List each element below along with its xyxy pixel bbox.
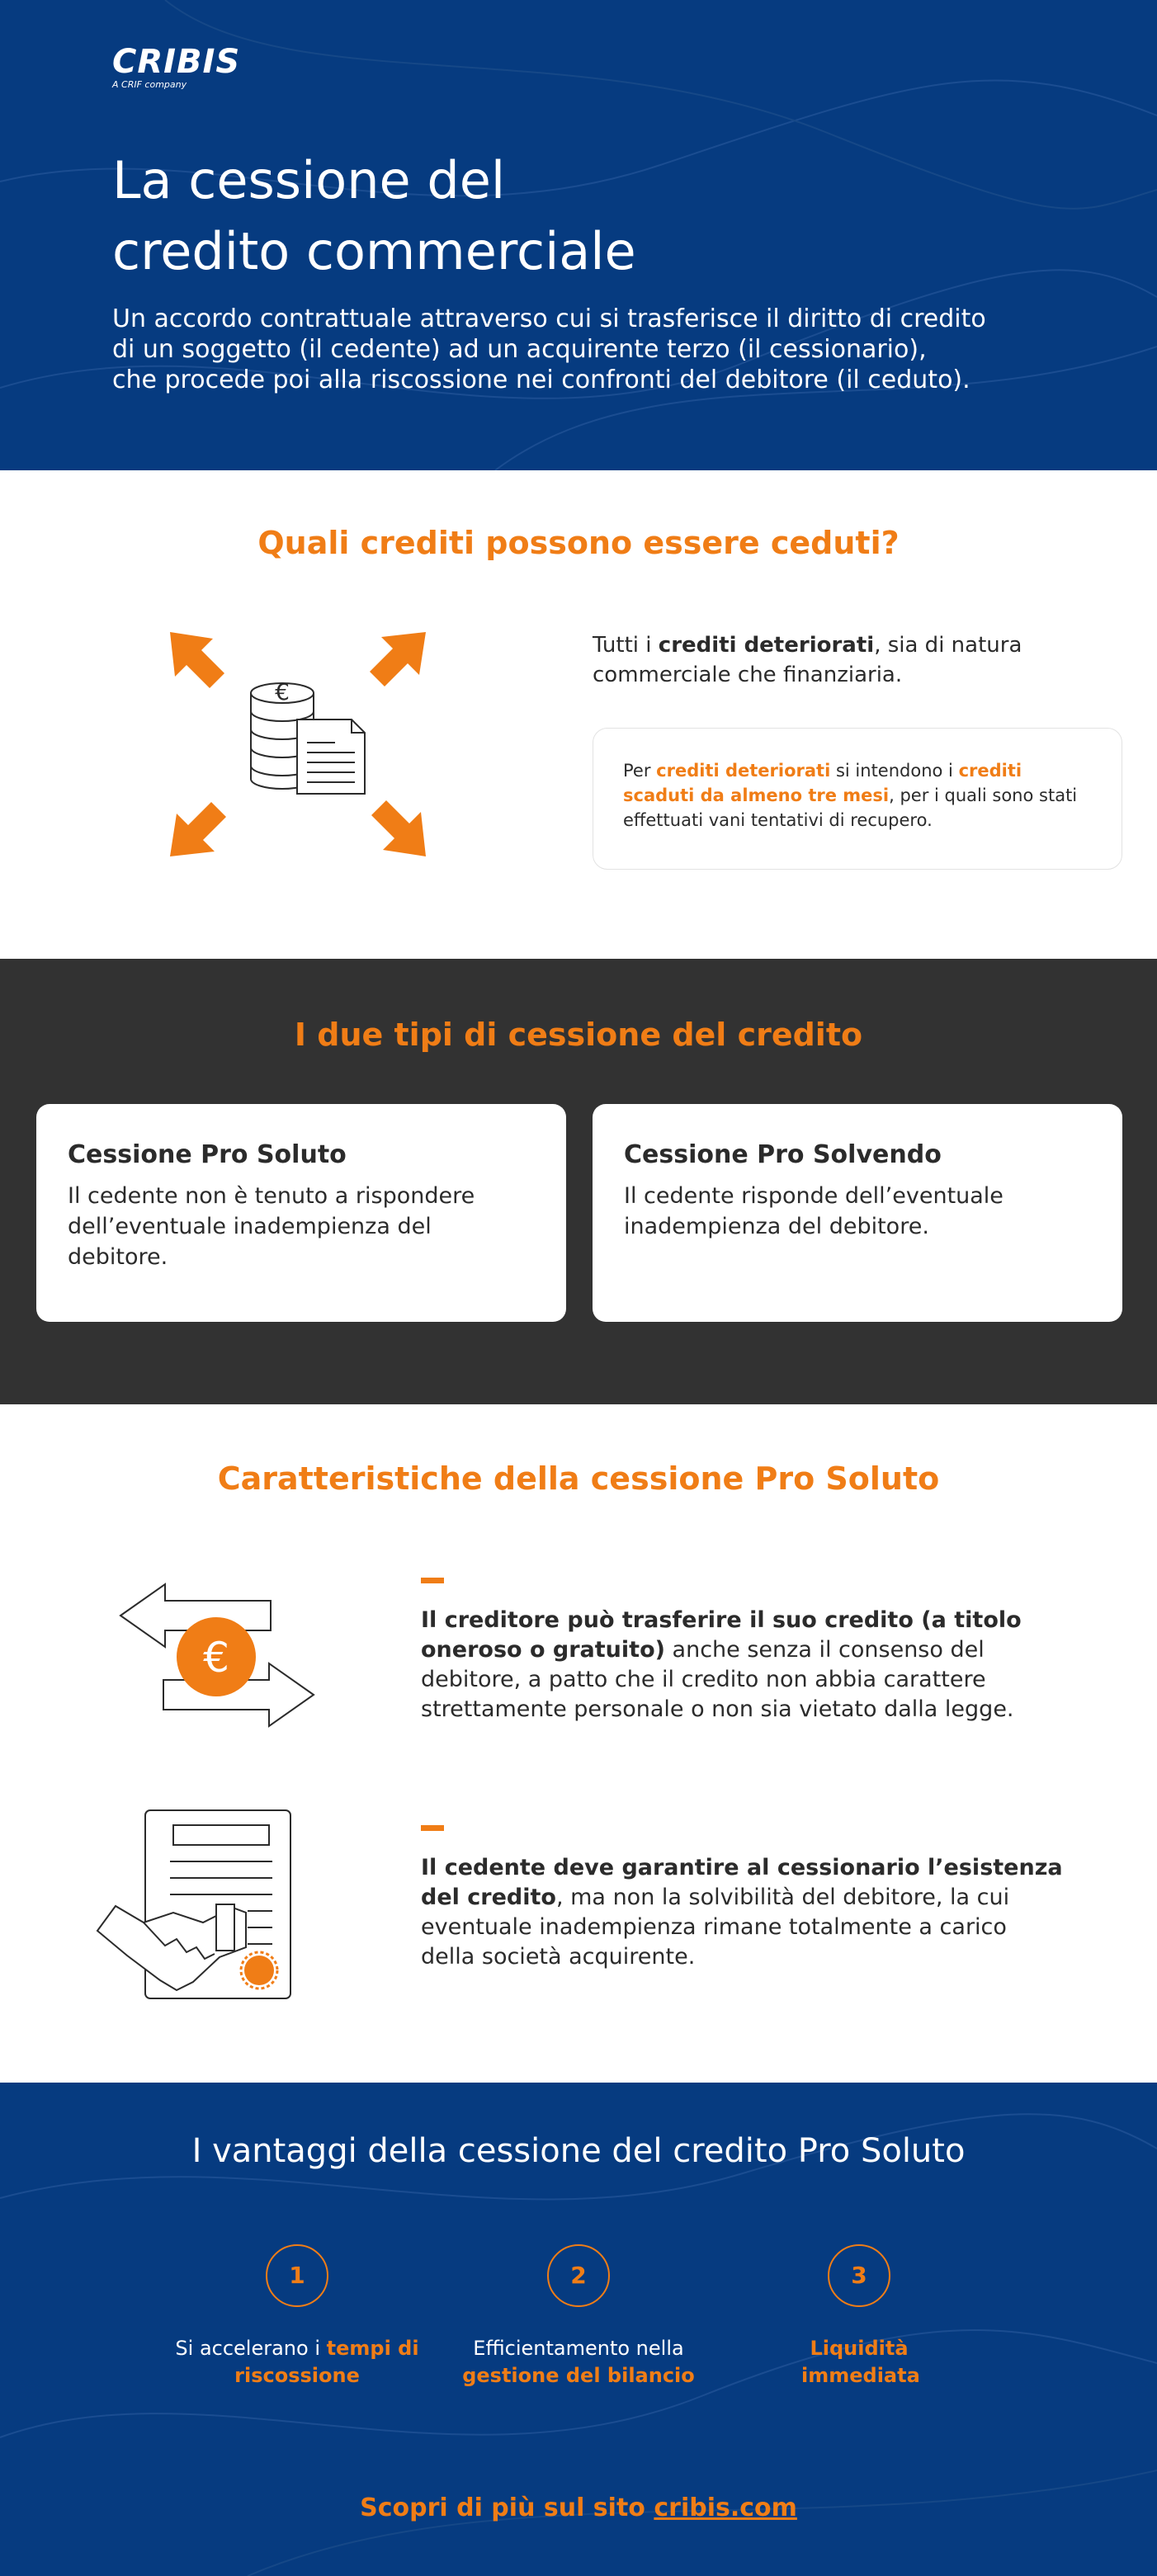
step-number: 3: [828, 2244, 890, 2307]
lead-suffix: , sia di natura commerciale che finanziaria.: [593, 633, 1022, 687]
note-highlight-2: crediti scaduti da almeno tre mesi: [623, 761, 1022, 805]
tipi-title: I due tipi di cessione del credito: [294, 1017, 863, 1053]
feature-2-body: , ma non la solvibilità del debitore, la cui eventuale inadempienza rimane totalmente a carico della società acquirente.: [421, 1885, 1010, 1970]
cta-prefix: Scopri di più sul sito: [360, 2493, 654, 2522]
intro-line-3: che procede poi alla riscossione nei confronti del debitore (il ceduto).: [112, 366, 970, 394]
step-label: [735, 2335, 983, 2390]
card-title: Cessione Pro Solvendo: [624, 1140, 942, 1169]
cribis-logo[interactable]: [112, 43, 240, 90]
title-line-1: La cessione del: [112, 150, 506, 210]
feature-2-text: [421, 1853, 1065, 1972]
step-number: 1: [266, 2244, 328, 2307]
intro-line-2: di un soggetto (il cedente) ad un acquirente terzo (il cessionario),: [112, 335, 927, 364]
card-text: Il cedente non è tenuto a rispondere dell’eventuale inadempienza del debitore.: [68, 1183, 475, 1270]
note-suffix: , per i quali sono stati effettuati vani tentativi di recupero.: [623, 786, 1078, 830]
feature-1-bold: Il creditore può trasferire il suo credito (a titolo oneroso o gratuito): [421, 1607, 1022, 1663]
card-text: Il cedente risponde dell’eventuale inadempienza del debitore.: [624, 1183, 1004, 1239]
cta-text: [0, 2493, 1157, 2522]
note-prefix: Per: [623, 761, 657, 781]
step-label-highlight: gestione del bilancio: [462, 2364, 695, 2387]
hero-section: [0, 0, 1157, 470]
logo-tagline: A CRIF company: [112, 79, 187, 90]
caratteristiche-title: Caratteristiche della cessione Pro Soluto: [217, 1460, 940, 1497]
vantaggio-1: [173, 2244, 421, 2390]
vantaggio-3: [735, 2244, 983, 2390]
step-label-highlight: Liquidità immediata: [801, 2337, 920, 2387]
feature-1-body: anche senza il consenso del debitore, a patto che il credito non abbia carattere strettamente personale o non sia vietato dalla legge.: [421, 1637, 1014, 1722]
note-middle: si intendono i: [830, 761, 959, 781]
euro-transfer-icon: [119, 1583, 317, 1731]
feature-1-text: [421, 1606, 1065, 1724]
vantaggio-2: [455, 2244, 702, 2390]
feature-2-dash: [421, 1825, 444, 1831]
handshake-contract-icon: [94, 1807, 300, 2005]
step-label: [455, 2335, 702, 2390]
card-title: Cessione Pro Soluto: [68, 1140, 347, 1169]
svg-text:€: €: [275, 678, 290, 705]
step-label-highlight: tempi di riscossione: [234, 2337, 419, 2387]
card-pro-soluto: [36, 1104, 566, 1322]
step-label-plain: Efficientamento nella: [473, 2337, 684, 2360]
caratteristiche-section: [0, 1404, 1157, 2083]
card-pro-solvendo: [593, 1104, 1122, 1322]
quali-lead-text: [593, 630, 1055, 690]
vantaggi-title: I vantaggi della cessione del credito Pro Soluto: [191, 2132, 966, 2170]
coins-document-icon: [162, 632, 434, 865]
page-title: [112, 145, 855, 287]
vantaggi-section: [0, 2083, 1157, 2576]
feature-2-bold: Il cedente deve garantire al cessionario l’esistenza del credito: [421, 1855, 1063, 1910]
feature-1-dash: [421, 1578, 444, 1583]
intro-line-1: Un accordo contrattuale attraverso cui si trasferisce il diritto di credito: [112, 304, 986, 333]
quali-crediti-section: [0, 470, 1157, 959]
title-line-2: credito commerciale: [112, 221, 636, 281]
note-highlight-1: crediti deteriorati: [656, 761, 831, 781]
lead-prefix: Tutti i: [593, 633, 659, 658]
quali-title: Quali crediti possono essere ceduti?: [257, 525, 900, 561]
step-number: 2: [547, 2244, 610, 2307]
svg-text:€: €: [203, 1634, 229, 1682]
step-label: [173, 2335, 421, 2390]
logo-text: CRIBIS: [112, 43, 241, 81]
step-label-plain: Si accelerano i: [175, 2337, 327, 2360]
intro-text: [112, 304, 1103, 395]
cribis-link[interactable]: cribis.com: [654, 2493, 797, 2522]
crediti-deteriorati-note: [593, 728, 1122, 870]
tipi-cessione-section: [0, 959, 1157, 1404]
lead-bold: crediti deteriorati: [658, 633, 875, 658]
